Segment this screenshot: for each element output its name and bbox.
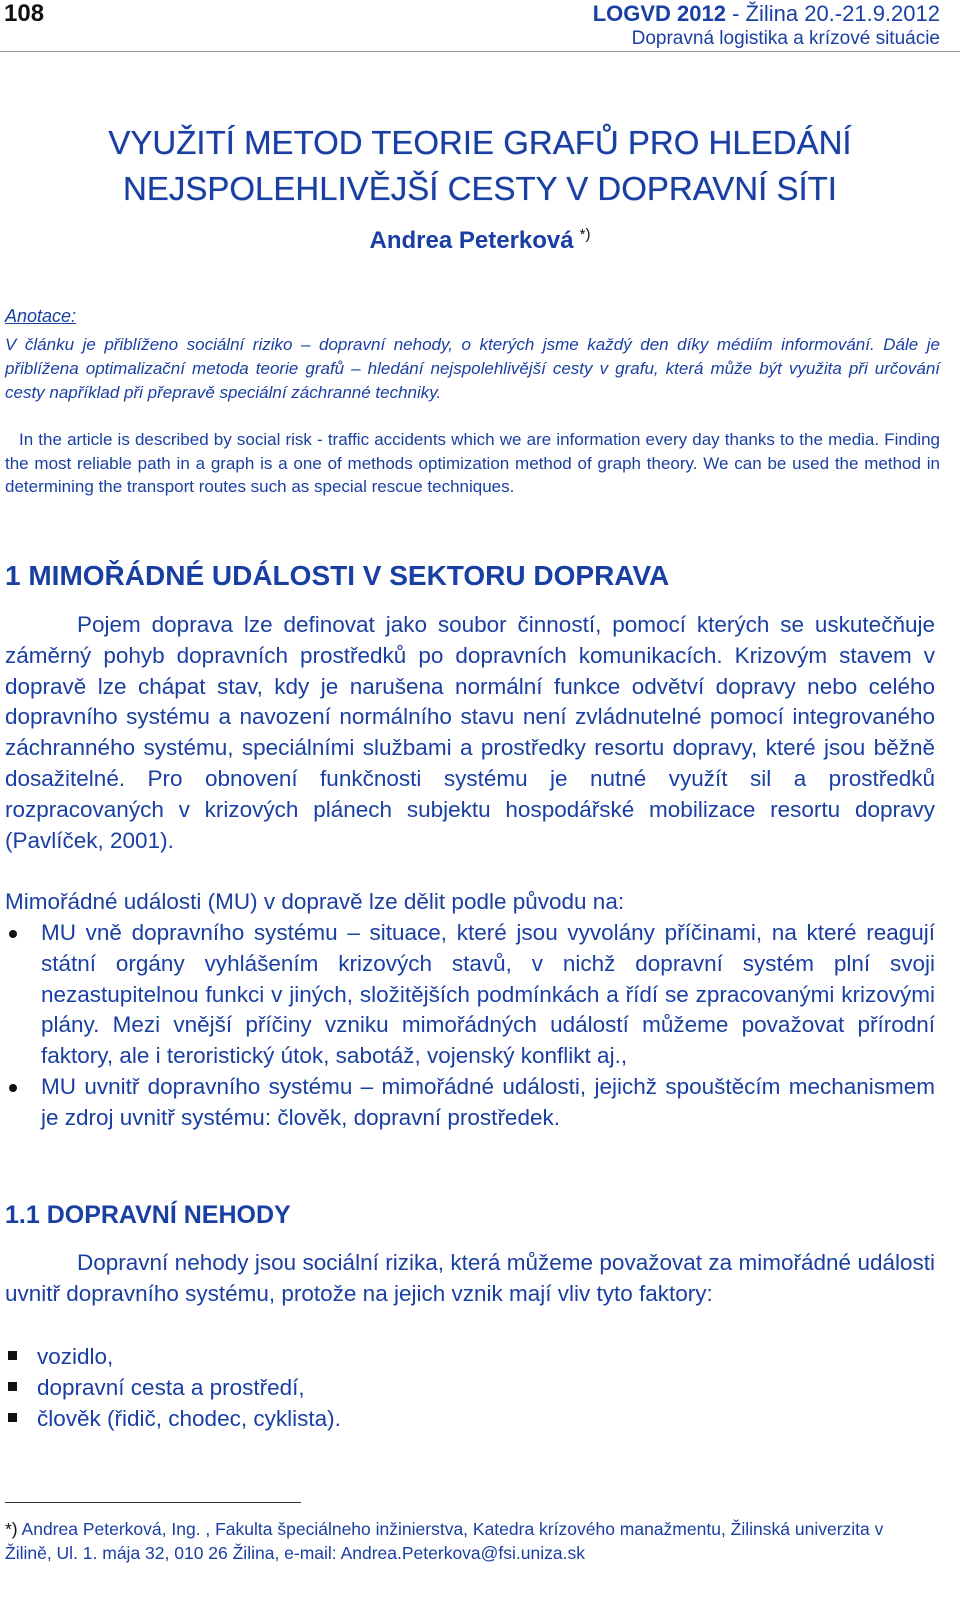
list-item: MU vně dopravního systému – situace, které jsou vyvolány příčinami, na které reagují státní orgány vyhlášením krizových stavů, v nichž dopravní systém plní svoji nezastupitelnou funkci v jiných, složitějších podmínkách a řídí se zpracovanými krizovými plány. Mezi vnější příčiny vzniku mimořádných událostí můžeme považovat přírodní faktory, ale i teroristický útok, sabotáž, vojenský konflikt aj., <box>5 918 935 1072</box>
section-1-paragraph-2: Mimořádné události (MU) v dopravě lze dělit podle původu na: <box>5 889 625 914</box>
footnote <box>5 1517 930 1565</box>
author-line <box>0 226 960 255</box>
bullet-dot-icon <box>9 1084 17 1092</box>
conference-name: LOGVD 2012 <box>592 1 726 26</box>
author-footnote-mark: *) <box>579 226 591 243</box>
list-item: MU uvnitř dopravního systému – mimořádné události, jejichž spouštěcím mechanismem je zdroj uvnitř systému: člověk, dopravní prostředek. <box>5 1072 935 1134</box>
bullet-dot-icon <box>9 930 17 938</box>
section-1-heading: 1 MIMOŘÁDNÉ UDÁLOSTI V SEKTORU DOPRAVA <box>5 560 670 591</box>
list-item: vozidlo, <box>5 1341 935 1372</box>
header-rule <box>0 51 960 52</box>
section-1-bullet-list <box>5 918 935 1134</box>
abstract-czech: V článku je přiblíženo sociální riziko – dopravní nehody, o kterých jsme každý den díky médiím informování. Dále je přiblížena optimalizační metoda teorie grafů – hledání nejspolehlivější cesty v grafu, která může být využita při určování cesty například při přepravě speciální záchranné techniky. <box>5 335 940 402</box>
paper-title <box>0 120 960 212</box>
abstract-english: In the article is described by social risk - traffic accidents which we are information every day thanks to the media. Finding the most reliable path in a graph is a one of methods optimization method of graph theory. We can be used the method in determining the transport routes such as special rescue techniques. <box>5 430 940 496</box>
section-1-1-paragraph: Dopravní nehody jsou sociální rizika, která můžeme považovat za mimořádné události uvnitř dopravního systému, protože na jejich vznik mají vliv tyto faktory: <box>5 1250 935 1306</box>
section-1-1-heading: 1.1 DOPRAVNÍ NEHODY <box>5 1201 291 1229</box>
abstract-label: Anotace: <box>5 306 77 326</box>
conference-dates: - Žilina 20.-21.9.2012 <box>725 1 940 26</box>
footnote-rule <box>5 1502 301 1503</box>
bullet-square-icon <box>8 1382 17 1391</box>
bullet-square-icon <box>8 1351 17 1360</box>
title-line-1: VYUŽITÍ METOD TEORIE GRAFŮ PRO HLEDÁNÍ <box>108 124 852 161</box>
title-line-2: NEJSPOLEHLIVĚJŠÍ CESTY V DOPRAVNÍ SÍTI <box>123 170 837 207</box>
section-1-paragraph-1: Pojem doprava lze definovat jako soubor činností, pomocí kterých se uskutečňuje záměrný pohyb dopravních prostředků po dopravních komunikacích. Krizovým stavem v dopravě lze chápat stav, kdy je narušena normální funkce odvětví dopravy nebo celého dopravního systému a navození normálního stavu není zvládnutelné pomocí integrovaného záchranného systému, speciálními službami a prostředky resortu dopravy, které jsou běžně dosažitelné. Pro obnovení funkčnosti systému je nutné využít sil a prostředků rozpracovaných v krizových plánech subjektu hospodářské mobilizace resortu dopravy (Pavlíček, 2001). <box>5 612 935 853</box>
footnote-mark: *) <box>5 1519 18 1539</box>
list-item: člověk (řidič, chodec, cyklista). <box>5 1403 935 1434</box>
section-1-1-bullet-list <box>5 1341 935 1434</box>
page-number: 108 <box>4 0 45 27</box>
conference-line <box>593 0 940 28</box>
conference-subtitle: Dopravná logistika a krízové situácie <box>631 28 940 49</box>
list-item: dopravní cesta a prostředí, <box>5 1372 935 1403</box>
running-header <box>593 0 940 50</box>
author-name: Andrea Peterková <box>369 227 574 254</box>
bullet-square-icon <box>8 1413 17 1422</box>
footnote-text: Andrea Peterková, Ing. , Fakulta špeciálneho inžinierstva, Katedra krízového manažmentu, Žilinská univerzita v Žilině, Ul. 1. mája 32, 010 26 Žilina, e-mail: Andrea.Peterkova@fsi.uniza.sk <box>5 1519 884 1563</box>
